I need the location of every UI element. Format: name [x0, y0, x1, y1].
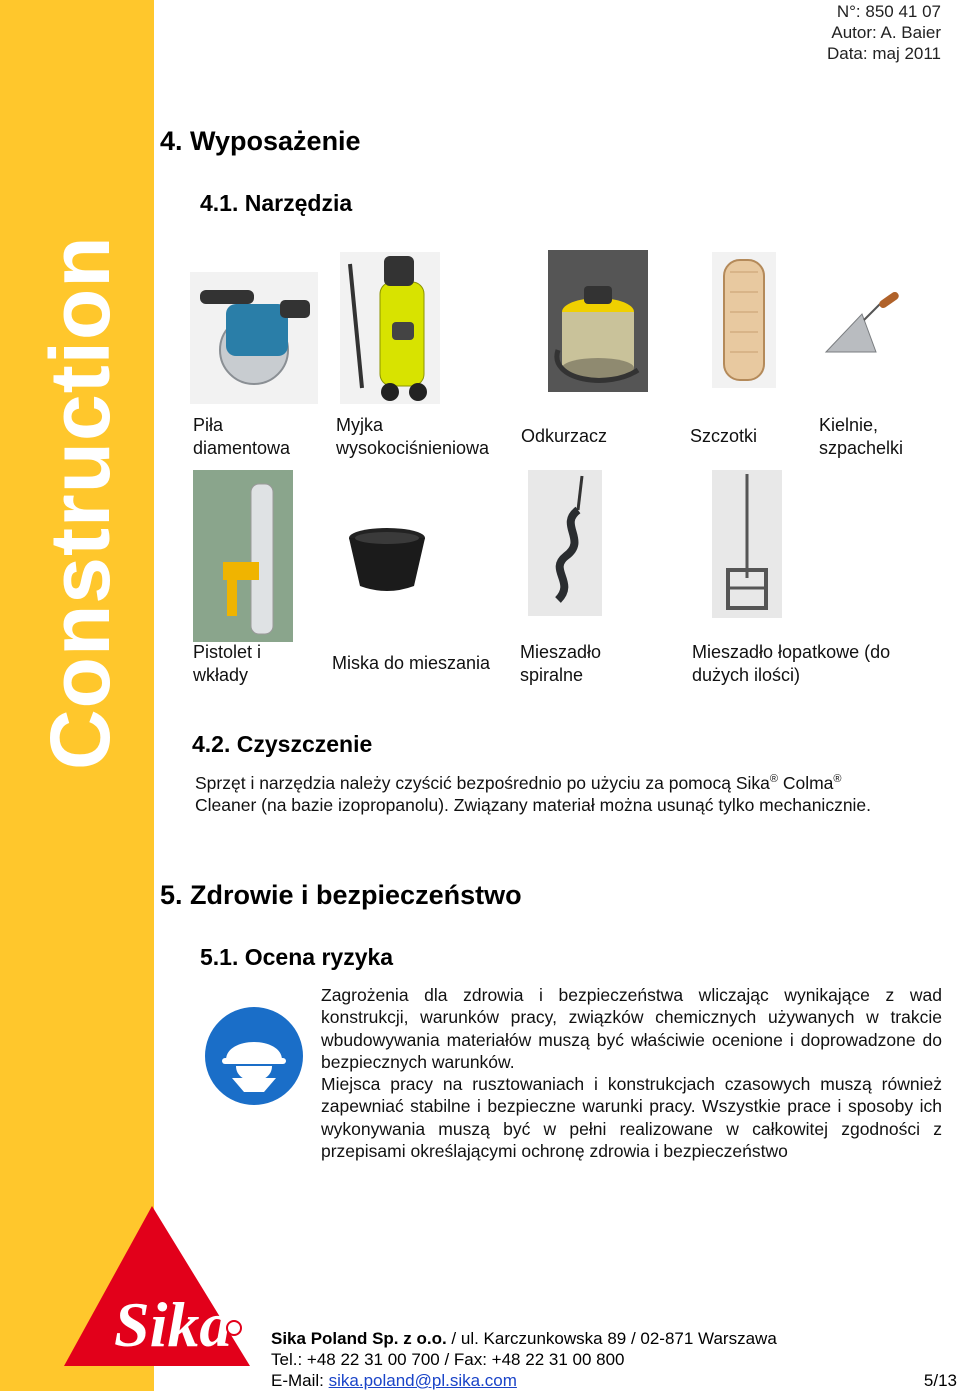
section-5-title: 5. Zdrowie i bezpieczeństwo	[160, 880, 522, 910]
footer-email-link[interactable]: sika.poland@pl.sika.com	[328, 1371, 517, 1390]
footer-address-line	[271, 1328, 777, 1349]
risk-paragraph-2: Miejsca pracy na rusztowaniach i konstrukcjach czasowych muszą również zapewniać stabilne i bezpieczne warunki pracy. Wszystkie prace i sposoby ich wykonywania muszą być w pełni realizowane w całkowitej zgodności z przepisami określającymi ochronę zdrowia i bezpieczeństwo	[321, 1074, 942, 1161]
cleaning-paragraph	[195, 768, 907, 816]
vacuum-cleaner-image	[548, 250, 648, 392]
label-pressure-washer: Myjka wysokociśnieniowa	[336, 415, 490, 458]
section-4-2-title: 4.2. Czyszczenie	[192, 731, 373, 757]
label-caulking-gun: Pistolet i wkłady	[193, 642, 262, 685]
registered-mark: ®	[769, 773, 778, 785]
brush-image	[712, 252, 776, 388]
label-paddle-mixer: Mieszadło łopatkowe (do dużych ilości)	[692, 642, 891, 685]
sidebar-construction-word: Construction	[33, 235, 127, 770]
footer-email-line	[271, 1370, 517, 1391]
caulking-gun-image	[193, 470, 293, 642]
label-spiral-mixer: Mieszadło spiralne	[520, 642, 602, 685]
document-author: Autor: A. Baier	[831, 23, 941, 42]
section-5-1-title: 5.1. Ocena ryzyka	[200, 944, 394, 970]
risk-paragraph-1: Zagrożenia dla zdrowia i bezpieczeństwa wliczając wynikające z wad konstrukcji, warunków pracy, związków chemicznych używanych w trakcie wbudowywania materiałów muszą być właściwie ocenione i doprowadzone do bezpiecznych warunków.	[321, 985, 942, 1072]
spiral-mixer-image	[528, 470, 602, 616]
label-vacuum: Odkurzacz	[521, 426, 608, 446]
svg-text:Sika: Sika	[114, 1289, 232, 1360]
paddle-mixer-image	[712, 470, 782, 618]
diamond-saw-image	[190, 272, 318, 404]
sika-logo	[62, 1206, 252, 1370]
cleaning-text-3: Cleaner (na bazie izopropanolu). Związany materiał można usunąć tylko mechanicznie.	[195, 795, 872, 816]
footer-address: / ul. Karczunkowska 89 / 02-871 Warszawa	[446, 1329, 777, 1348]
label-diamond-saw: Piła diamentowa	[193, 415, 291, 458]
label-brushes: Szczotki	[690, 426, 758, 446]
footer-email-label: E-Mail:	[271, 1371, 329, 1390]
label-mixing-bowl: Miska do mieszania	[332, 653, 491, 673]
footer-phone: Tel.: +48 22 31 00 700 / Fax: +48 22 31 00 800	[271, 1350, 625, 1369]
page-number: 5/13	[923, 1371, 957, 1390]
mixing-bowl-image	[344, 520, 430, 598]
helmet-mandatory-sign-icon	[204, 1006, 304, 1106]
document-date: Data: maj 2011	[826, 44, 941, 63]
cleaning-text-2: Colma	[777, 772, 834, 793]
cleaning-text-1: Sprzęt i narzędzia należy czyścić bezpośrednio po użyciu za pomocą Sika	[195, 772, 770, 793]
document-number: N°: 850 41 07	[836, 2, 941, 21]
registered-mark: ®	[833, 773, 842, 785]
section-4-title: 4. Wyposażenie	[160, 126, 361, 156]
trowel-image	[820, 290, 904, 362]
footer-company: Sika Poland Sp. z o.o.	[271, 1329, 447, 1348]
label-trowels: Kielnie, szpachelki	[819, 415, 904, 458]
pressure-washer-image	[340, 252, 440, 404]
section-4-1-title: 4.1. Narzędzia	[200, 190, 353, 216]
